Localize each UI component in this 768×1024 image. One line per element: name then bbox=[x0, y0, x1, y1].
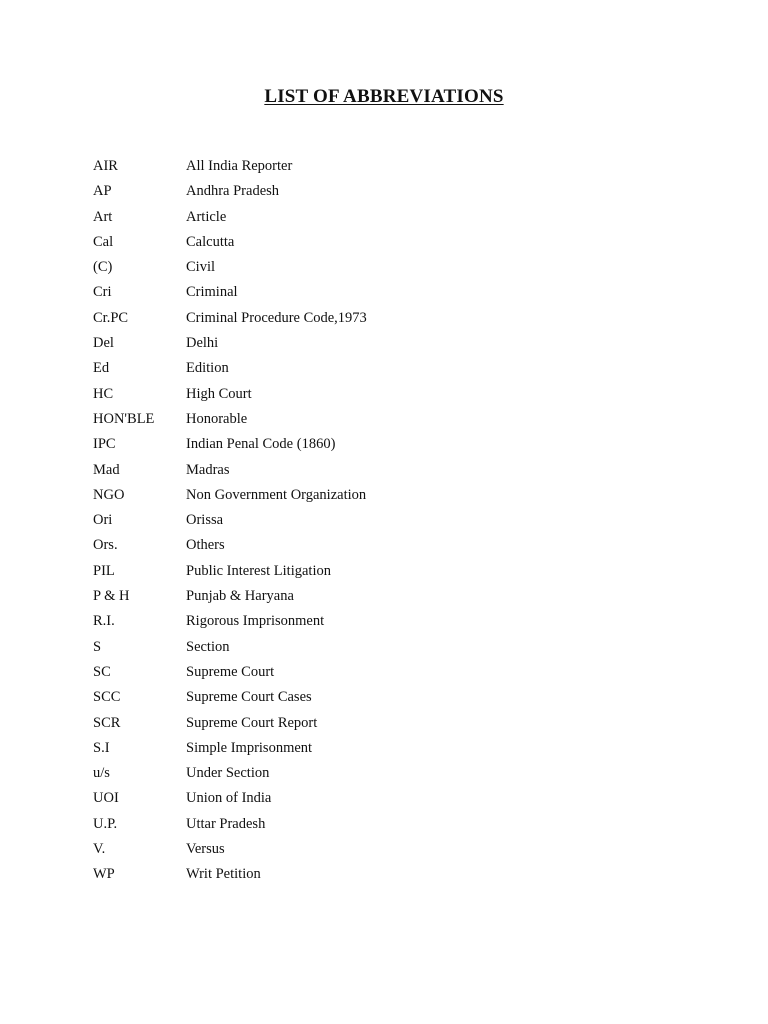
page-title: LIST OF ABBREVIATIONS bbox=[264, 86, 504, 107]
abbreviation-row bbox=[93, 232, 693, 257]
abbreviation-row bbox=[93, 510, 693, 535]
abbreviation-term: V. bbox=[93, 841, 106, 858]
abbreviation-row bbox=[93, 384, 693, 409]
abbreviation-term: S bbox=[93, 638, 102, 655]
abbreviation-row bbox=[93, 814, 693, 839]
abbreviation-term: IPC bbox=[93, 436, 116, 453]
abbreviation-term: P & H bbox=[93, 588, 130, 605]
abbreviation-meaning: Supreme Court Report bbox=[186, 714, 318, 731]
abbreviation-meaning: Public Interest Litigation bbox=[186, 562, 331, 579]
abbreviation-meaning: Uttar Pradesh bbox=[186, 815, 266, 832]
abbreviation-term: Ori bbox=[93, 512, 113, 529]
abbreviation-row bbox=[93, 662, 693, 687]
abbreviation-row bbox=[93, 839, 693, 864]
abbreviation-term: PIL bbox=[93, 562, 115, 579]
abbreviation-meaning: Edition bbox=[186, 360, 229, 377]
abbreviation-term: Cal bbox=[93, 233, 114, 250]
abbreviation-term: u/s bbox=[93, 765, 110, 782]
abbreviation-meaning: Criminal bbox=[186, 284, 238, 301]
abbreviation-meaning: Honorable bbox=[186, 410, 248, 427]
abbreviation-meaning: Supreme Court bbox=[186, 663, 275, 680]
abbreviation-term: HON'BLE bbox=[93, 410, 155, 427]
abbreviation-term: U.P. bbox=[93, 815, 118, 832]
abbreviation-term: S.I bbox=[93, 739, 110, 756]
abbreviation-meaning: Indian Penal Code (1860) bbox=[186, 436, 336, 453]
abbreviation-row bbox=[93, 409, 693, 434]
abbreviation-row bbox=[93, 738, 693, 763]
abbreviation-row bbox=[93, 687, 693, 712]
abbreviation-meaning: Calcutta bbox=[186, 233, 235, 250]
abbreviation-row bbox=[93, 434, 693, 459]
abbreviation-term: AIR bbox=[93, 158, 118, 174]
abbreviation-meaning: Orissa bbox=[186, 512, 224, 529]
abbreviation-term: Mad bbox=[93, 461, 120, 478]
abbreviation-term: HC bbox=[93, 385, 114, 402]
abbreviation-meaning: Writ Petition bbox=[186, 866, 261, 883]
abbreviation-term: Cr.PC bbox=[93, 309, 129, 326]
abbreviation-term: Cri bbox=[93, 284, 112, 301]
abbreviation-term: AP bbox=[93, 183, 112, 200]
abbreviation-row bbox=[93, 485, 693, 510]
abbreviation-term: Del bbox=[93, 335, 114, 352]
abbreviation-row bbox=[93, 586, 693, 611]
abbreviation-row bbox=[93, 535, 693, 560]
abbreviation-meaning: Article bbox=[186, 208, 227, 225]
abbreviation-term: SC bbox=[93, 663, 111, 680]
abbreviation-meaning: Versus bbox=[186, 841, 225, 858]
abbreviation-term: SCR bbox=[93, 714, 121, 731]
abbreviation-meaning: Andhra Pradesh bbox=[186, 183, 280, 200]
abbreviation-meaning: Under Section bbox=[186, 765, 270, 782]
abbreviation-meaning: Section bbox=[186, 638, 230, 655]
abbreviation-row bbox=[93, 207, 693, 232]
abbreviation-meaning: Delhi bbox=[186, 335, 219, 352]
abbreviation-row bbox=[93, 637, 693, 662]
abbreviation-row bbox=[93, 788, 693, 813]
abbreviation-term: R.I. bbox=[93, 613, 115, 630]
abbreviation-term: UOI bbox=[93, 790, 119, 807]
abbreviation-row bbox=[93, 156, 693, 181]
abbreviation-row bbox=[93, 561, 693, 586]
abbreviation-term: NGO bbox=[93, 486, 125, 503]
abbreviation-meaning: Criminal Procedure Code,1973 bbox=[186, 309, 367, 326]
abbreviation-meaning: Others bbox=[186, 537, 225, 554]
abbreviation-row bbox=[93, 333, 693, 358]
abbreviation-meaning: High Court bbox=[186, 385, 252, 402]
abbreviation-term: Ors. bbox=[93, 537, 118, 554]
abbreviation-term: Art bbox=[93, 208, 113, 225]
abbreviation-meaning: All India Reporter bbox=[186, 158, 293, 174]
abbreviation-meaning: Union of India bbox=[186, 790, 272, 807]
abbreviation-row bbox=[93, 308, 693, 333]
abbreviation-row bbox=[93, 282, 693, 307]
abbreviation-list bbox=[93, 156, 693, 890]
abbreviation-row bbox=[93, 713, 693, 738]
abbreviation-row bbox=[93, 864, 693, 889]
abbreviation-row bbox=[93, 358, 693, 383]
abbreviation-row bbox=[93, 611, 693, 636]
abbreviation-row bbox=[93, 763, 693, 788]
abbreviation-term: (C) bbox=[93, 259, 113, 276]
abbreviation-meaning: Madras bbox=[186, 461, 230, 478]
abbreviation-meaning: Punjab & Haryana bbox=[186, 588, 294, 605]
abbreviation-meaning: Simple Imprisonment bbox=[186, 739, 313, 756]
abbreviation-row bbox=[93, 257, 693, 282]
abbreviation-meaning: Supreme Court Cases bbox=[186, 689, 312, 706]
abbreviation-term: SCC bbox=[93, 689, 121, 706]
abbreviation-meaning: Non Government Organization bbox=[186, 486, 367, 503]
abbreviation-term: Ed bbox=[93, 360, 110, 377]
abbreviation-meaning: Rigorous Imprisonment bbox=[186, 613, 325, 630]
abbreviation-row bbox=[93, 181, 693, 206]
abbreviation-meaning: Civil bbox=[186, 259, 216, 276]
abbreviation-row bbox=[93, 460, 693, 485]
abbreviation-term: WP bbox=[93, 866, 115, 883]
